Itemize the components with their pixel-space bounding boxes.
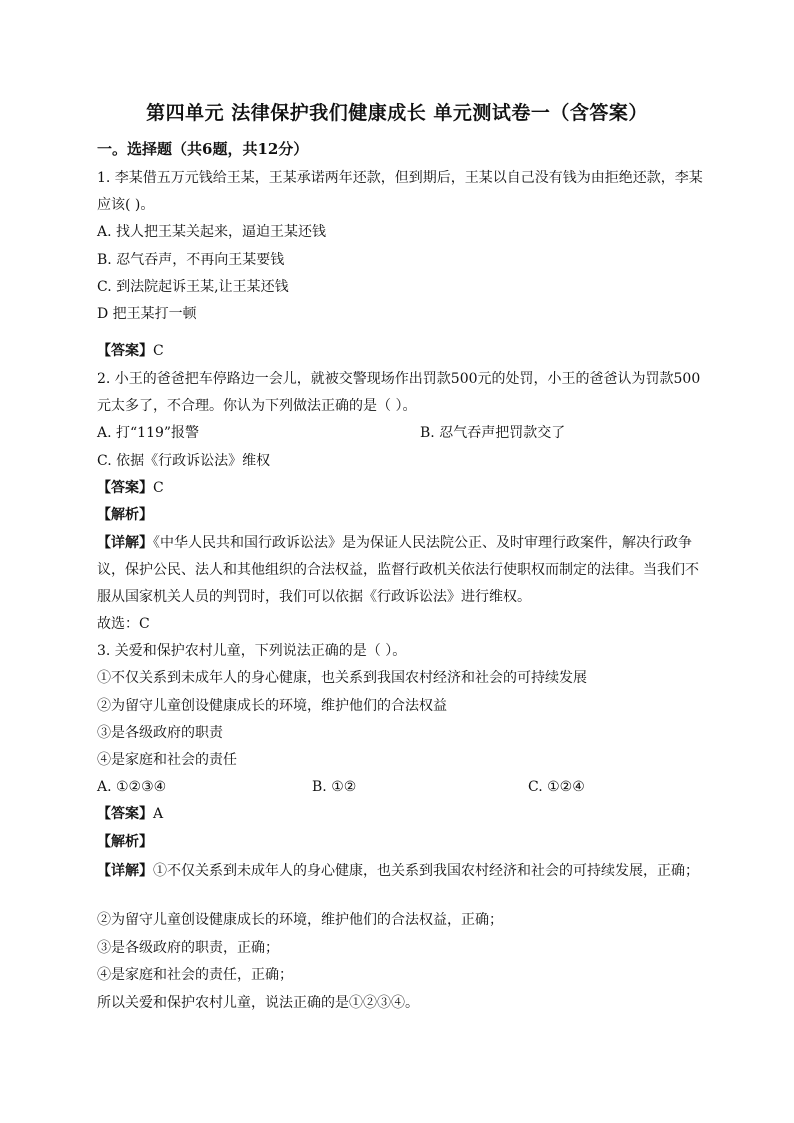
q3-item-4: ④是家庭和社会的责任 [97, 752, 237, 768]
q3-item-2: ②为留守儿童创设健康成长的环境，维护他们的合法权益 [97, 698, 447, 714]
q3-detail-line3: ③是各级政府的职责，正确； [97, 940, 279, 956]
q3-answer-value: A [153, 806, 164, 822]
q2-option-c: C. 依据《行政诉讼法》维权 [97, 453, 271, 469]
q1-option-a: A. 找人把王某关起来，逼迫王某还钱 [97, 224, 327, 240]
q2-answer-value: C [153, 480, 164, 496]
q3-option-b: B. ①② [312, 779, 357, 795]
q2-detail-line2: 议，保护公民、法人和其他组织的合法权益，监督行政机关依法行使职权而制定的法律。当我们不 [97, 562, 699, 578]
q2-detail-text: 《中华人民共和国行政诉讼法》是为保证人民法院公正、及时审理行政案件，解决行政争 [153, 535, 692, 551]
q3-detail-line4: ④是家庭和社会的责任，正确； [97, 967, 293, 983]
q3-option-c: C. ①②④ [528, 779, 585, 795]
q2-detail-line3: 服从国家机关人员的判罚时，我们可以依据《行政诉讼法》进行维权。 [97, 589, 531, 605]
q1-stem-line1: 1. 李某借五万元钱给王某，王某承诺两年还款，但到期后，王某以自己没有钱为由拒绝还款，李某 [97, 170, 703, 186]
q1-answer-value: C [153, 343, 164, 359]
q3-stem-line1: 3. 关爱和保护农村儿童，下列说法正确的是（ ）。 [97, 643, 407, 659]
q3-conclusion: 所以关爱和保护农村儿童，说法正确的是①②③④。 [97, 995, 419, 1011]
q2-answer [97, 478, 707, 498]
q2-detail-line1 [97, 533, 707, 553]
q1-option-c: C. 到法院起诉王某,让王某还钱 [97, 279, 289, 295]
detail-tag: 【详解】 [97, 863, 153, 879]
q2-stem-line1: 2. 小王的爸爸把车停路边一会儿，就被交警现场作出罚款500元的处罚，小王的爸爸认为罚款500 [97, 371, 701, 387]
q3-detail-line1 [97, 861, 707, 881]
q3-item-1: ①不仅关系到未成年人的身心健康，也关系到我国农村经济和社会的可持续发展 [97, 670, 587, 686]
q2-conclusion: 故选：C [97, 616, 150, 632]
section-heading-choice: 一。选择题（共6题，共12分） [97, 140, 309, 158]
q3-option-a: A. ①②③④ [97, 779, 167, 795]
q3-detail-text: ①不仅关系到未成年人的身心健康，也关系到我国农村经济和社会的可持续发展，正确； [153, 863, 699, 879]
page-title: 第四单元 法律保护我们健康成长 单元测试卷一（含答案） [146, 102, 648, 124]
q1-option-d: D 把王某打一顿 [97, 306, 197, 322]
answer-tag: 【答案】 [97, 343, 153, 359]
q2-analysis-tag: 【解析】 [97, 507, 153, 523]
q1-answer [97, 341, 707, 361]
q2-option-a: A. 打“119”报警 [97, 425, 200, 441]
q3-answer [97, 804, 707, 824]
detail-tag: 【详解】 [97, 535, 153, 551]
q2-stem-line2: 元太多了，不合理。你认为下列做法正确的是（ ）。 [97, 398, 417, 414]
q2-option-b: B. 忍气吞声把罚款交了 [420, 425, 566, 441]
q3-analysis-tag: 【解析】 [97, 834, 153, 850]
q3-item-3: ③是各级政府的职责 [97, 725, 223, 741]
q1-option-b: B. 忍气吞声，不再向王某要钱 [97, 252, 285, 268]
q1-stem-line2: 应该( )。 [97, 197, 155, 213]
answer-tag: 【答案】 [97, 806, 153, 822]
q3-detail-line2: ②为留守儿童创设健康成长的环境，维护他们的合法权益，正确； [97, 912, 503, 928]
answer-tag: 【答案】 [97, 480, 153, 496]
